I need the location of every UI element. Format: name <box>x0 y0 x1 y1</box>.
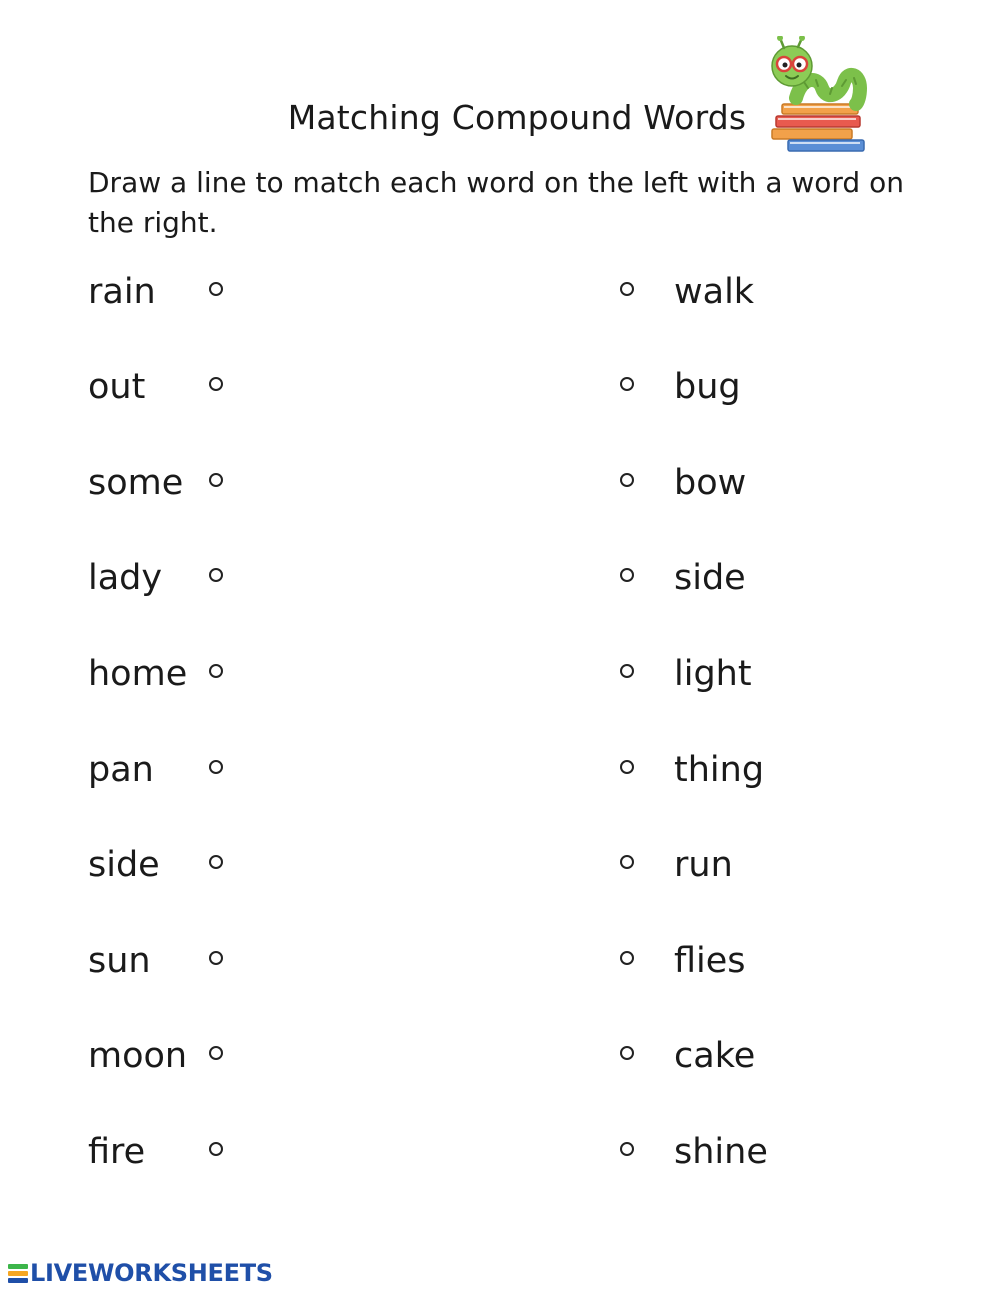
right-connector-dot[interactable] <box>620 473 634 487</box>
right-word: run <box>674 845 733 885</box>
left-connector-dot[interactable] <box>209 377 223 391</box>
left-word: side <box>88 845 160 885</box>
left-connector-dot[interactable] <box>209 760 223 774</box>
left-word: lady <box>88 558 163 598</box>
left-connector-dot[interactable] <box>209 568 223 582</box>
left-word: moon <box>88 1036 188 1076</box>
match-row <box>0 740 1000 800</box>
left-connector-dot[interactable] <box>209 951 223 965</box>
left-connector-dot[interactable] <box>209 1046 223 1060</box>
match-row <box>0 262 1000 322</box>
right-connector-dot[interactable] <box>620 377 634 391</box>
left-connector-dot[interactable] <box>209 855 223 869</box>
left-word: some <box>88 463 184 503</box>
right-connector-dot[interactable] <box>620 282 634 296</box>
left-word: fire <box>88 1132 146 1172</box>
right-word: side <box>674 558 746 598</box>
match-row <box>0 1122 1000 1182</box>
match-row <box>0 453 1000 513</box>
left-word: home <box>88 654 188 694</box>
right-word: flies <box>674 941 746 981</box>
left-connector-dot[interactable] <box>209 1142 223 1156</box>
right-connector-dot[interactable] <box>620 1046 634 1060</box>
match-row <box>0 644 1000 704</box>
right-word: shine <box>674 1132 768 1172</box>
match-row <box>0 548 1000 608</box>
match-row <box>0 835 1000 895</box>
left-word: rain <box>88 272 156 312</box>
bookworm-on-books-icon <box>768 36 872 156</box>
right-word: walk <box>674 272 755 312</box>
right-connector-dot[interactable] <box>620 568 634 582</box>
right-connector-dot[interactable] <box>620 664 634 678</box>
right-word: thing <box>674 750 765 790</box>
left-word: sun <box>88 941 151 981</box>
left-connector-dot[interactable] <box>209 664 223 678</box>
liveworksheets-logo-text: LIVEWORKSHEETS <box>30 1259 273 1287</box>
liveworksheets-logo-icon <box>8 1261 28 1285</box>
left-connector-dot[interactable] <box>209 282 223 296</box>
match-row <box>0 1026 1000 1086</box>
right-connector-dot[interactable] <box>620 855 634 869</box>
right-connector-dot[interactable] <box>620 760 634 774</box>
liveworksheets-logo[interactable] <box>8 1256 273 1290</box>
page-title: Matching Compound Words <box>287 98 747 137</box>
right-connector-dot[interactable] <box>620 1142 634 1156</box>
right-word: bug <box>674 367 741 407</box>
right-connector-dot[interactable] <box>620 951 634 965</box>
right-word: light <box>674 654 752 694</box>
left-word: out <box>88 367 146 407</box>
instructions-text: Draw a line to match each word on the left with a word on the right. <box>88 166 904 239</box>
match-row <box>0 931 1000 991</box>
match-row <box>0 357 1000 417</box>
left-connector-dot[interactable] <box>209 473 223 487</box>
right-word: cake <box>674 1036 756 1076</box>
right-word: bow <box>674 463 747 503</box>
left-word: pan <box>88 750 154 790</box>
